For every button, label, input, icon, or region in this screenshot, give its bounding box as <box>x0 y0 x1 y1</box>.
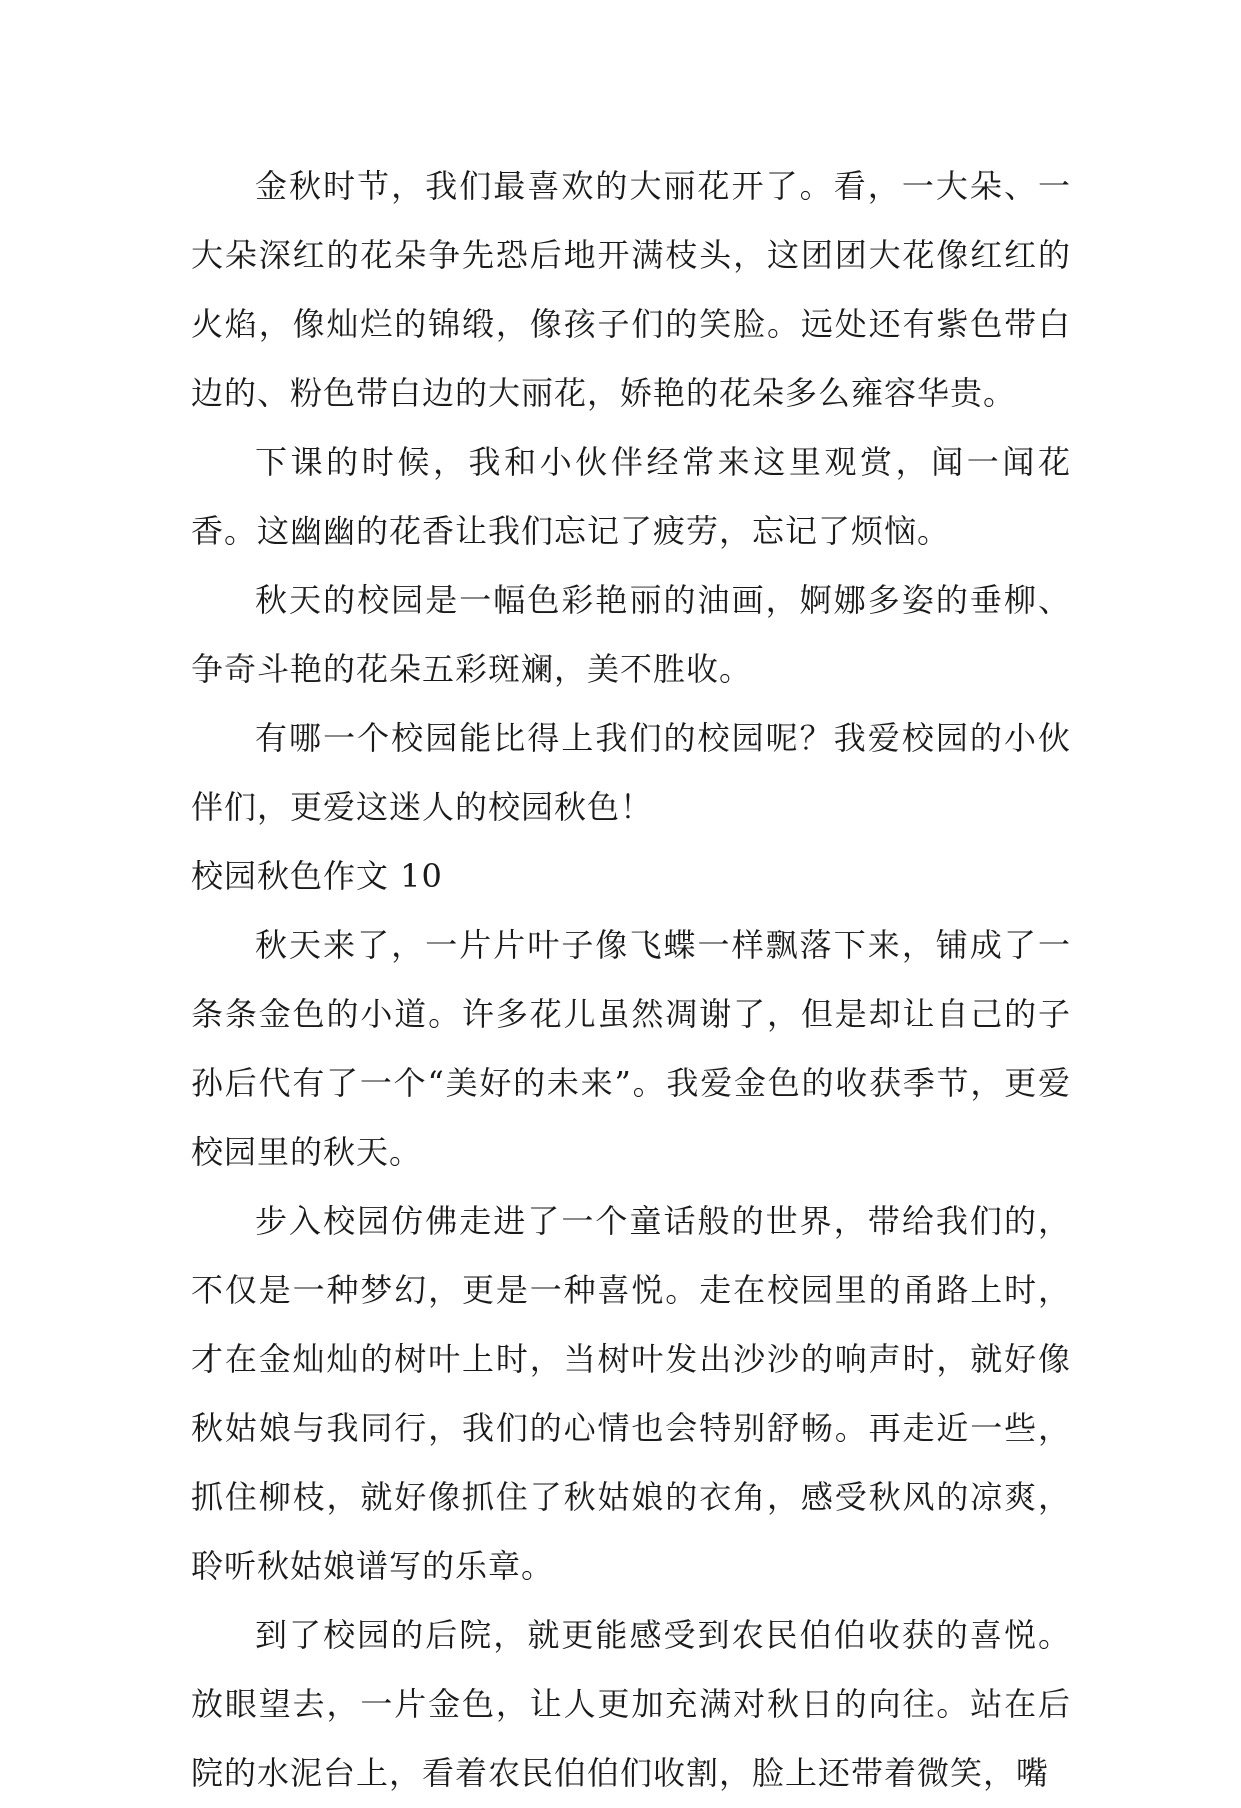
paragraph-backyard: 到了校园的后院，就更能感受到农民伯伯收获的喜悦。放眼望去，一片金色，让人更加充满对秋日的向往。站在后院的水泥台上，看着农民伯伯们收割，脸上还带着微笑，嘴 <box>191 1616 1071 1792</box>
paragraph-oil-painting: 秋天的校园是一幅色彩艳丽的油画，婀娜多姿的垂柳、争奇斗艳的花朵五彩斑斓，美不胜收。 <box>191 581 1071 688</box>
paragraph-fairy-world: 步入校园仿佛走进了一个童话般的世界，带给我们的，不仅是一种梦幻，更是一种喜悦。走在校园里的甬路上时，才在金灿灿的树叶上时，当树叶发出沙沙的响声时，就好像秋姑娘与我同行，我们的心情也会特别舒畅。再走近一些，抓住柳枝，就好像抓住了秋姑娘的衣角，感受秋风的凉爽，聆听秋姑娘谱写的乐章。 <box>191 1202 1071 1585</box>
document-body <box>191 152 1071 1808</box>
essay-heading: 校园秋色作文 10 <box>191 857 443 895</box>
paragraph-campus-love: 有哪一个校园能比得上我们的校园呢？我爱校园的小伙伴们，更爱这迷人的校园秋色！ <box>191 719 1071 826</box>
paragraph-dahlia: 金秋时节，我们最喜欢的大丽花开了。看，一大朵、一大朵深红的花朵争先恐后地开满枝头，这团团大花像红红的火焰，像灿烂的锦缎，像孩子们的笑脸。远处还有紫色带白边的、粉色带白边的大丽花，娇艳的花朵多么雍容华贵。 <box>191 167 1071 412</box>
paragraph-recess: 下课的时候，我和小伙伴经常来这里观赏，闻一闻花香。这幽幽的花香让我们忘记了疲劳，忘记了烦恼。 <box>191 443 1071 550</box>
paragraph-autumn-arrives: 秋天来了，一片片叶子像飞蝶一样飘落下来，铺成了一条条金色的小道。许多花儿虽然凋谢了，但是却让自己的子孙后代有了一个“美好的未来”。我爱金色的收获季节，更爱校园里的秋天。 <box>191 926 1071 1171</box>
